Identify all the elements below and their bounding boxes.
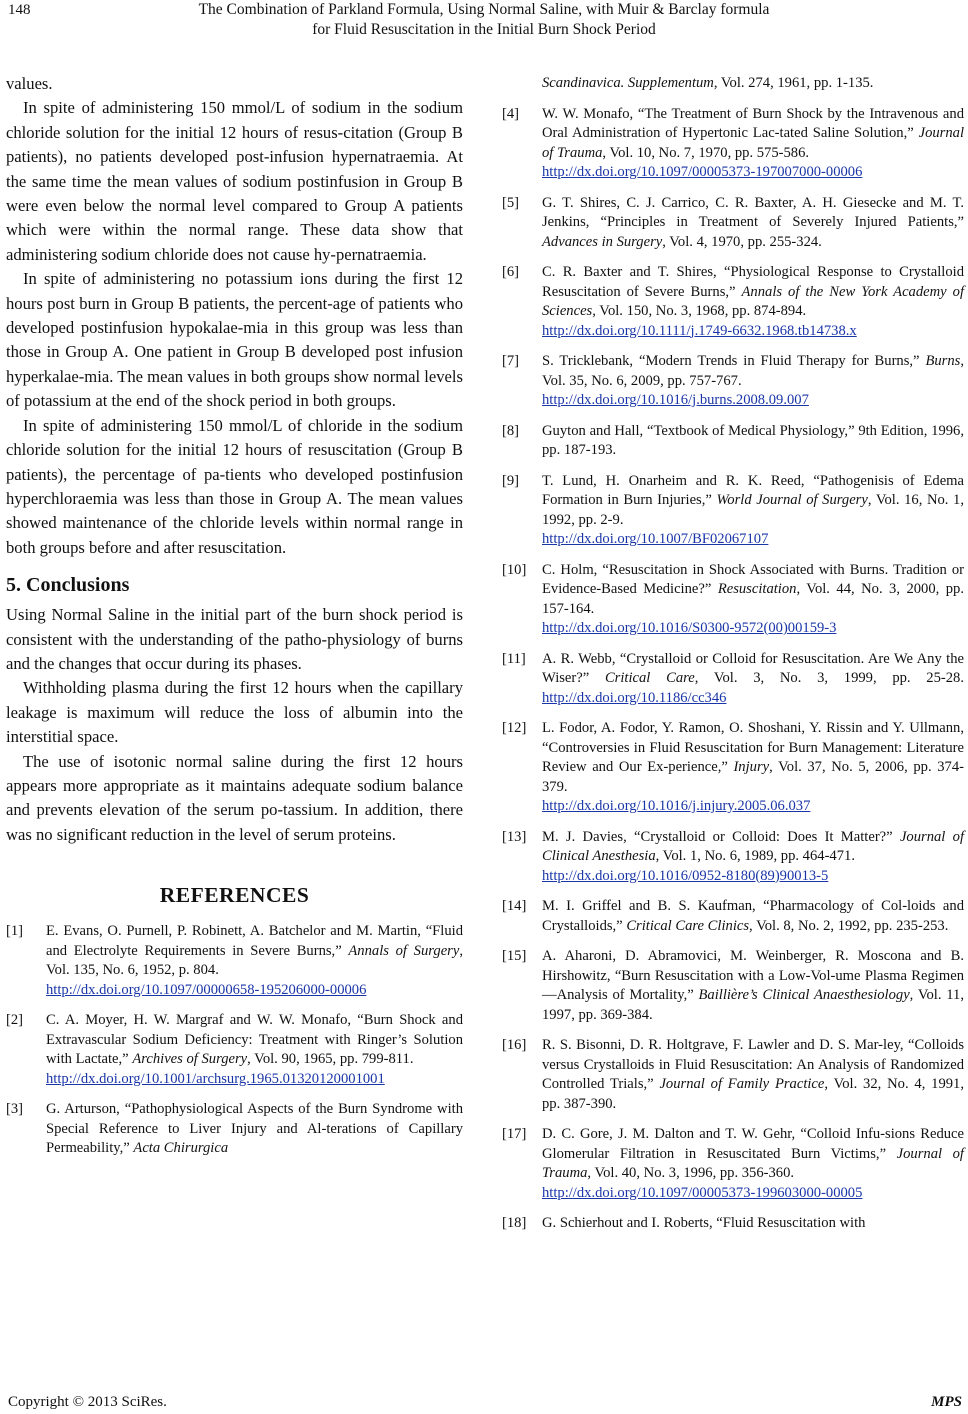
reference-item: [17] D. C. Gore, J. M. Dalton and T. W. Gehr, “Colloid Infu-sions Reduce Glomerular Filtration in Resuscitated Burn Victims,” Journal of Trauma, Vol. 40, No. 3, 1996, pp. 356-360. http://dx.doi.org/10.1097/00005373-199603000-00005: [502, 1125, 964, 1203]
paragraph: In spite of administering 150 mmol/L of sodium in the sodium chloride solution for the initial 12 hours of resus-citation (Group B patients), no patients developed post-infusion hypernatraemia. At the same time the mean values of sodium postinfusion in Group B were even below the normal level compared to Group A patients which were within the normal range. These data show that administering sodium chloride does not cause hy-pernatraemia.: [6, 98, 463, 264]
reference-item: [1] E. Evans, O. Purnell, P. Robinett, A. Batchelor and M. Martin, “Fluid and Electrolyte Requirements in Severe Burns,” Annals of Surgery, Vol. 135, No. 6, 1952, p. 804. http://dx.doi.org/10.1097/00000658-195206000-00006: [6, 922, 463, 1000]
reference-item: [15] A. Aharoni, D. Abramovici, M. Weinberger, R. Moscona and B. Hirshowitz, “Burn Resuscitation with a Low-Vol-ume Plasma Regimen—Analysis of Mortality,” Baillière’s Clinical Anaesthesiology, Vol. 11, 1997, pp. 369-384.: [502, 948, 964, 1023]
doi-link[interactable]: http://dx.doi.org/10.1111/j.1749-6632.1968.tb14738.x: [542, 322, 857, 339]
journal-abbrev: MPS: [931, 1394, 962, 1410]
left-column: [6, 72, 463, 1170]
running-header: [0, 0, 968, 40]
references-heading: REFERENCES: [159, 883, 310, 908]
running-header-line2: for Fluid Resuscitation in the Initial Burn Shock Period: [312, 21, 656, 38]
reference-item: [14] M. I. Griffel and B. S. Kaufman, “Pharmacology of Col-loids and Crystalloids,” Critical Care Clinics, Vol. 8, No. 2, 1992, pp. 235-253.: [502, 898, 964, 934]
section-heading: 5. Conclusions: [6, 574, 130, 597]
doi-link[interactable]: http://dx.doi.org/10.1001/archsurg.1965.01320120001001: [46, 1070, 385, 1087]
reference-item: [9] T. Lund, H. Onarheim and R. K. Reed, “Pathogenisis of Edema Formation in Burn Injuries,” World Journal of Surgery, Vol. 16, No. 1, 1992, pp. 2-9. http://dx.doi.org/10.1007/BF02067107: [502, 472, 964, 550]
paragraph: The use of isotonic normal saline during the first 12 hours appears more appropriate as it maintains adequate sodium balance and prevents elevation of the serum po-tassium. In addition, there was no significant reduction in the level of serum proteins.: [6, 751, 463, 844]
doi-link[interactable]: http://dx.doi.org/10.1016/j.injury.2005.06.037: [542, 798, 811, 814]
paragraph: Using Normal Saline in the initial part of the burn shock period is consistent with the understanding of the patho-physiology of burns and the changes that occur during its phases.: [6, 605, 463, 673]
reference-item: [6] C. R. Baxter and T. Shires, “Physiological Response to Crystalloid Resuscitation of Severe Burns,” Annals of the New York Academy of Sciences, Vol. 150, No. 3, 1968, pp. 874-894. http://dx.doi.org/10.1111/j.1749-6632.1968.tb14738.x: [502, 263, 964, 341]
running-header-line1: The Combination of Parkland Formula, Using Normal Saline, with Muir & Barclay formula: [198, 1, 770, 18]
doi-link[interactable]: http://dx.doi.org/10.1016/S0300-9572(00)00159-3: [542, 620, 837, 636]
reference-item: [11] A. R. Webb, “Crystalloid or Colloid for Resuscitation. Are We Any the Wiser?” Critical Care, Vol. 3, No. 3, 1999, pp. 25-28. http://dx.doi.org/10.1186/cc346: [502, 650, 964, 706]
reference-continuation: Scandinavica. Supplementum, Vol. 274, 1961, pp. 1-135.: [542, 75, 874, 91]
copyright-notice: Copyright © 2013 SciRes.: [8, 1394, 167, 1410]
doi-link[interactable]: http://dx.doi.org/10.1097/00000658-195206000-00006: [46, 981, 367, 998]
doi-link[interactable]: http://dx.doi.org/10.1016/j.burns.2008.09.007: [542, 392, 809, 408]
doi-link[interactable]: http://dx.doi.org/10.1186/cc346: [542, 689, 727, 706]
doi-link[interactable]: http://dx.doi.org/10.1016/0952-8180(89)90013-5: [542, 867, 829, 884]
reference-item: [4] W. W. Monafo, “The Treatment of Burn Shock by the Intravenous and Oral Administration of Hypertonic Lac-tated Saline Solution,” Journal of Trauma, Vol. 10, No. 7, 1970, pp. 575-586. http://dx.doi.org/10.1097/00005373-197007000-00006: [502, 105, 964, 183]
paragraph: In spite of administering no potassium ions during the first 12 hours post burn in Group B patients, the percent-age of patients who developed postinfusion hypokalae-mia in this group was less than those in Group A. One patient in Group B developed post infusion hyperkalae-mia. The mean values in both groups show normal levels of potassium at the end of the shock period in both groups.: [6, 269, 463, 411]
reference-item: [3] G. Arturson, “Pathophysiological Aspects of the Burn Syndrome with Special Reference to Liver Injury and Al-terations of Capillary Permeability,” Acta Chirurgica: [6, 1101, 463, 1157]
doi-link[interactable]: http://dx.doi.org/10.1097/00005373-197007000-00006: [542, 164, 863, 180]
reference-item: [13] M. J. Davies, “Crystalloid or Colloid: Does It Matter?” Journal of Clinical Anesthesia, Vol. 1, No. 6, 1989, pp. 464-471. http://dx.doi.org/10.1016/0952-8180(89)90013-5: [502, 828, 964, 887]
paragraph: values.: [6, 74, 53, 93]
right-column: [502, 74, 964, 1245]
reference-item: [18] G. Schierhout and I. Roberts, “Fluid Resuscitation with: [502, 1215, 866, 1231]
reference-item: [8] Guyton and Hall, “Textbook of Medical Physiology,” 9th Edition, 1996, pp. 187-193.: [502, 422, 964, 458]
page-number: 148: [8, 2, 31, 18]
paragraph: Withholding plasma during the first 12 hours when the capillary leakage is maximum will reduce the loss of albumin into the interstitial space.: [6, 678, 463, 747]
reference-item: [16] R. S. Bisonni, D. R. Holtgrave, F. Lawler and D. S. Mar-ley, “Colloids versus Crystalloids in Fluid Resuscitation: An Analysis of Randomized Controlled Trials,” Journal of Family Practice, Vol. 32, No. 4, 1991, pp. 387-390.: [502, 1037, 964, 1112]
doi-link[interactable]: http://dx.doi.org/10.1097/00005373-199603000-00005: [542, 1184, 863, 1201]
doi-link[interactable]: http://dx.doi.org/10.1007/BF02067107: [542, 531, 769, 547]
reference-item: [7] S. Tricklebank, “Modern Trends in Fluid Therapy for Burns,” Burns, Vol. 35, No. 6, 2009, pp. 757-767. http://dx.doi.org/10.1016/j.burns.2008.09.007: [502, 352, 964, 411]
reference-item: [12] L. Fodor, A. Fodor, Y. Ramon, O. Shoshani, Y. Rissin and Y. Ullmann, “Controversies in Fluid Resuscitation for Burn Management: Literature Review and Our Ex-perience,” Injury, Vol. 37, No. 5, 2006, pp. 374-379. http://dx.doi.org/10.1016/j.injury.2005.06.037: [502, 719, 964, 817]
reference-item: [10] C. Holm, “Resuscitation in Shock Associated with Burns. Tradition or Evidence-Based Medicine?” Resuscitation, Vol. 44, No. 3, 2000, pp. 157-164. http://dx.doi.org/10.1016/S0300-9572(00)00159-3: [502, 561, 964, 639]
reference-item: [5] G. T. Shires, C. J. Carrico, C. R. Baxter, A. H. Giesecke and M. T. Jenkins, “Principles in Treatment of Severely Injured Patients,” Advances in Surgery, Vol. 4, 1970, pp. 255-324.: [502, 194, 964, 250]
paragraph: In spite of administering 150 mmol/L of chloride in the sodium chloride solution for the initial 12 hours of resuscitation (Group B patients), the percentage of pa-tients who developed postinfusion hyperchloraemia was less than those in Group A. The mean values showed maintenance of the chloride levels within normal range in both groups before and after resuscitation.: [6, 415, 463, 557]
reference-item: [2] C. A. Moyer, H. W. Margraf and W. W. Monafo, “Burn Shock and Extravascular Sodium Deficiency: Treatment with Ringer’s Solution with Lactate,” Archives of Surgery, Vol. 90, 1965, pp. 799-811. http://dx.doi.org/10.1001/archsurg.1965.01320120001001: [6, 1011, 463, 1089]
